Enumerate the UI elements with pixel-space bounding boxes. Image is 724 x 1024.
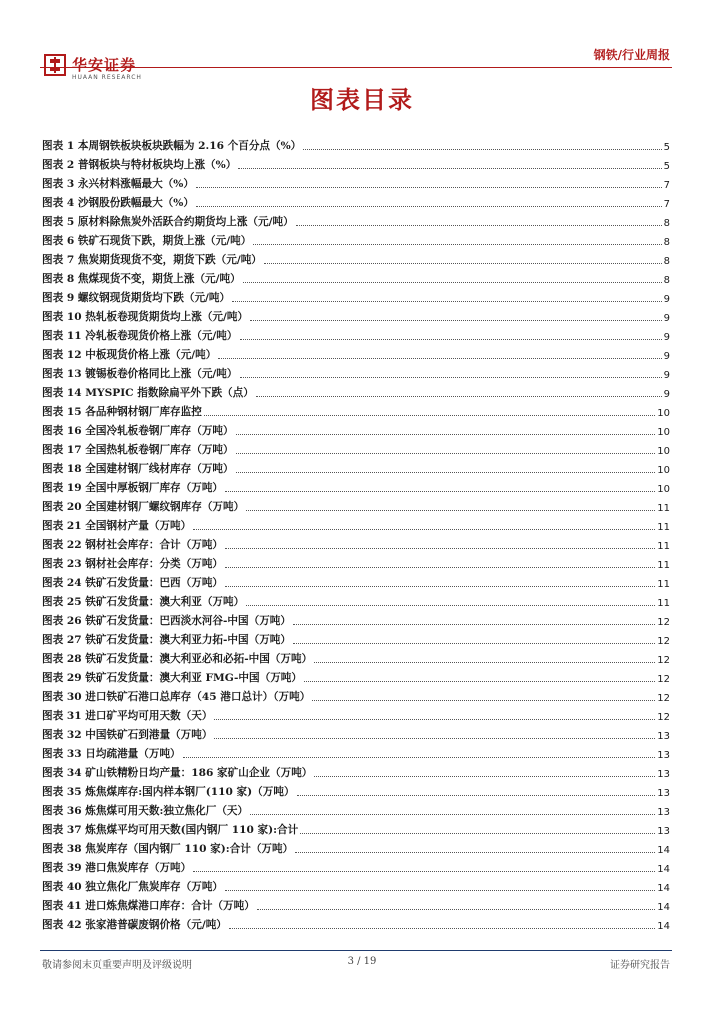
toc-leader-dots [225,567,655,568]
toc-entry-page[interactable]: 11 [657,541,670,552]
toc-entry[interactable] [42,248,670,267]
toc-entry-page[interactable]: 9 [663,313,670,324]
toc-entry[interactable] [42,514,670,533]
toc-leader-dots [238,168,661,169]
toc-leader-dots [204,415,655,416]
toc-entry-label[interactable]: 图表 38 焦炭库存（国内钢厂 110 家):合计（万吨） [42,843,294,855]
toc-entry-label[interactable]: 图表 22 钢材社会库存：合计（万吨） [42,539,224,551]
toc-entry[interactable] [42,191,670,210]
toc-leader-dots [196,187,662,188]
toc-entry-page[interactable]: 14 [657,902,670,913]
toc-entry[interactable] [42,837,670,856]
toc-entry[interactable] [42,761,670,780]
toc-entry[interactable] [42,571,670,590]
toc-entry-label[interactable]: 图表 28 铁矿石发货量：澳大利亚必和必拓-中国（万吨） [42,653,313,665]
report-type: 钢铁/行业周报 [593,48,670,62]
toc-entry-page[interactable]: 10 [657,484,670,495]
toc-leader-dots [296,225,662,226]
toc-entry-label[interactable]: 图表 34 矿山铁精粉日均产量：186 家矿山企业（万吨） [42,767,313,779]
toc-entry-page[interactable]: 9 [663,332,670,343]
toc-entry-label[interactable]: 图表 37 炼焦煤平均可用天数(国内钢厂 110 家):合计 [42,824,299,836]
toc-leader-dots [264,263,662,264]
toc-entry-page[interactable]: 12 [657,712,670,723]
toc-entry-page[interactable]: 13 [657,826,670,837]
footer-page-number: 3 / 19 [347,956,377,967]
toc-entry-page[interactable]: 5 [663,142,670,153]
toc-entry-label[interactable]: 图表 30 进口铁矿石港口总库存（45 港口总计）（万吨） [42,691,311,703]
toc-entry-page[interactable]: 13 [657,731,670,742]
toc-leader-dots [193,871,655,872]
toc-entry-page[interactable]: 10 [657,446,670,457]
toc-entry[interactable] [42,381,670,400]
toc-entry[interactable] [42,476,670,495]
toc-entry[interactable] [42,305,670,324]
toc-entry-page[interactable]: 10 [657,465,670,476]
toc-entry-label[interactable]: 图表 9 螺纹钢现货期货均下跌（元/吨） [42,292,231,304]
toc-entry-page[interactable]: 10 [657,427,670,438]
toc-entry[interactable] [42,628,670,647]
toc-leader-dots [293,643,655,644]
footer-disclaimer: 敬请参阅末页重要声明及评级说明 [42,960,192,971]
toc-entry[interactable] [42,134,670,153]
toc-leader-dots [257,909,655,910]
toc-entry[interactable] [42,913,670,932]
toc-entry[interactable] [42,533,670,552]
toc-entry-label[interactable]: 图表 1 本周钢铁板块板块跌幅为 2.16 个百分点（%） [42,140,302,152]
toc-leader-dots [250,814,655,815]
toc-entry-label[interactable]: 图表 20 全国建材钢厂螺纹钢库存（万吨） [42,501,245,513]
toc-entry[interactable] [42,780,670,799]
toc-entry-page[interactable]: 9 [663,294,670,305]
toc-entry[interactable] [42,324,670,343]
toc-leader-dots [225,548,655,549]
toc-leader-dots [225,890,655,891]
footer-report-label: 证券研究报告 [610,960,670,971]
toc-entry-label[interactable]: 图表 21 全国钢材产量（万吨） [42,520,192,532]
logo-mark-icon [44,54,66,76]
toc-entry-label[interactable]: 图表 4 沙钢股份跌幅最大（%） [42,197,194,209]
toc-leader-dots [314,776,655,777]
toc-leader-dots [297,795,656,796]
toc-leader-dots [225,586,655,587]
toc-entry-label[interactable]: 图表 14 MYSPIC 指数除扁平外下跌（点） [42,387,254,399]
toc-entry-label[interactable]: 图表 16 全国冷轧板卷钢厂库存（万吨） [42,425,234,437]
toc-entry-label[interactable]: 图表 23 钢材社会库存：分类（万吨） [42,558,224,570]
toc-entry[interactable] [42,495,670,514]
toc-entry[interactable] [42,609,670,628]
toc-entry[interactable] [42,362,670,381]
toc-entry-page[interactable]: 11 [657,522,670,533]
toc-entry-label[interactable]: 图表 3 永兴材料涨幅最大（%） [42,178,194,190]
toc-leader-dots [236,434,656,435]
toc-entry-page[interactable]: 8 [663,275,670,286]
toc-entry[interactable] [42,875,670,894]
toc-leader-dots [304,681,655,682]
toc-entry-label[interactable]: 图表 7 焦炭期货现货不变，期货下跌（元/吨） [42,254,262,266]
toc-entry[interactable] [42,286,670,305]
toc-entry-page[interactable]: 14 [657,845,670,856]
toc-leader-dots [214,719,655,720]
toc-entry-label[interactable]: 图表 32 中国铁矿石到港量（万吨） [42,729,213,741]
toc-entry-label[interactable]: 图表 5 原材料除焦炭外活跃合约期货均上涨（元/吨） [42,216,294,228]
page-header [40,40,676,84]
toc-entry[interactable] [42,419,670,438]
toc-leader-dots [236,453,656,454]
toc-entry-label[interactable]: 图表 2 普钢板块与特材板块均上涨（%） [42,159,237,171]
toc-entry[interactable] [42,400,670,419]
toc-entry[interactable] [42,894,670,913]
toc-entry-label[interactable]: 图表 26 铁矿石发货量：巴西淡水河谷-中国（万吨） [42,615,291,627]
toc-entry-page[interactable]: 13 [657,750,670,761]
toc-entry[interactable] [42,856,670,875]
toc-entry-page[interactable]: 14 [657,864,670,875]
toc-entry[interactable] [42,799,670,818]
toc-entry[interactable] [42,210,670,229]
toc-entry[interactable] [42,457,670,476]
toc-entry[interactable] [42,742,670,761]
toc-entry-page[interactable]: 10 [657,408,670,419]
toc-entry-page[interactable]: 14 [657,883,670,894]
toc-entry-page[interactable]: 13 [657,788,670,799]
toc-entry-page[interactable]: 11 [657,579,670,590]
toc-leader-dots [240,377,662,378]
toc-entry-page[interactable]: 7 [663,199,670,210]
page-title: 图表目录 [310,85,414,114]
toc-entry-page[interactable]: 9 [663,351,670,362]
toc-entry-page[interactable]: 5 [663,161,670,172]
toc-entry-label[interactable]: 图表 8 焦煤现货不变，期货上涨（元/吨） [42,273,241,285]
toc-entry[interactable] [42,172,670,191]
toc-leader-dots [193,529,655,530]
logo-chinese-name: 华安证券 [72,56,137,74]
toc-entry-label[interactable]: 图表 36 炼焦煤可用天数:独立焦化厂（天） [42,805,249,817]
toc-entry-label[interactable]: 图表 25 铁矿石发货量：澳大利亚（万吨） [42,596,245,608]
toc-entry-page[interactable]: 7 [663,180,670,191]
toc-entry-page[interactable]: 12 [657,693,670,704]
toc-entry-page[interactable]: 9 [663,370,670,381]
toc-entry-label[interactable]: 图表 24 铁矿石发货量：巴西（万吨） [42,577,224,589]
toc-entry-page[interactable]: 8 [663,218,670,229]
toc-entry-page[interactable]: 8 [663,237,670,248]
toc-entry-page[interactable]: 13 [657,769,670,780]
toc-leader-dots [314,662,655,663]
header-divider [40,67,672,68]
toc-leader-dots [240,339,662,340]
toc-entry-page[interactable]: 12 [657,655,670,666]
toc-entry-label[interactable]: 图表 33 日均疏港量（万吨） [42,748,181,760]
toc-leader-dots [232,301,662,302]
toc-leader-dots [293,624,655,625]
toc-entry-page[interactable]: 13 [657,807,670,818]
toc-entry-page[interactable]: 12 [657,636,670,647]
toc-entry[interactable] [42,666,670,685]
toc-entry-label[interactable]: 图表 39 港口焦炭库存（万吨） [42,862,192,874]
toc-entry-label[interactable]: 图表 27 铁矿石发货量：澳大利亚力拓-中国（万吨） [42,634,291,646]
toc-entry-label[interactable]: 图表 40 独立焦化厂焦炭库存（万吨） [42,881,224,893]
toc-entry-page[interactable]: 11 [657,503,670,514]
toc-entry-label[interactable]: 图表 10 热轧板卷现货期货均上涨（元/吨） [42,311,249,323]
toc-entry-page[interactable]: 8 [663,256,670,267]
toc-leader-dots [183,757,656,758]
toc-entry[interactable] [42,590,670,609]
toc-entry-page[interactable]: 11 [657,598,670,609]
toc-entry-label[interactable]: 图表 35 炼焦煤库存:国内样本钢厂(110 家)（万吨） [42,786,295,798]
toc-entry-label[interactable]: 图表 18 全国建材钢厂线材库存（万吨） [42,463,234,475]
toc-entry[interactable] [42,229,670,248]
toc-entry-label[interactable]: 图表 41 进口炼焦煤港口库存：合计（万吨） [42,900,255,912]
toc-entry-label[interactable]: 图表 42 张家港普碳废钢价格（元/吨） [42,919,227,931]
toc-entry-label[interactable]: 图表 19 全国中厚板钢厂库存（万吨） [42,482,224,494]
toc-leader-dots [250,320,662,321]
footer-divider [40,950,672,951]
toc-leader-dots [236,472,656,473]
toc-leader-dots [256,396,662,397]
toc-leader-dots [214,738,655,739]
toc-leader-dots [312,700,655,701]
toc-entry-page[interactable]: 12 [657,674,670,685]
toc-entry[interactable] [42,153,670,172]
toc-leader-dots [229,928,655,929]
toc-entry[interactable] [42,818,670,837]
toc-entry-label[interactable]: 图表 12 中板现货价格上涨（元/吨） [42,349,217,361]
toc-entry[interactable] [42,685,670,704]
toc-leader-dots [253,244,661,245]
toc-leader-dots [303,149,661,150]
toc-entry-page[interactable]: 12 [657,617,670,628]
toc-entry-label[interactable]: 图表 17 全国热轧板卷钢厂库存（万吨） [42,444,234,456]
toc-leader-dots [246,510,655,511]
toc-entry-label[interactable]: 图表 15 各品种钢材钢厂库存监控 [42,406,202,418]
toc-entry[interactable] [42,343,670,362]
toc-entry[interactable] [42,438,670,457]
toc-entry-label[interactable]: 图表 13 镀锡板卷价格同比上涨（元/吨） [42,368,238,380]
toc-entry-page[interactable]: 14 [657,921,670,932]
toc-entry-page[interactable]: 9 [663,389,670,400]
toc-leader-dots [300,833,655,834]
toc-leader-dots [295,852,655,853]
logo-english-name: HUAAN RESEARCH [72,74,142,81]
table-of-figures [42,134,670,932]
toc-leader-dots [218,358,661,359]
toc-entry[interactable] [42,267,670,286]
toc-entry[interactable] [42,552,670,571]
toc-entry-label[interactable]: 图表 6 铁矿石现货下跌，期货上涨（元/吨） [42,235,252,247]
toc-entry[interactable] [42,647,670,666]
toc-entry-label[interactable]: 图表 29 铁矿石发货量：澳大利亚 FMG-中国（万吨） [42,672,302,684]
toc-entry[interactable] [42,704,670,723]
toc-leader-dots [246,605,655,606]
toc-entry-page[interactable]: 11 [657,560,670,571]
toc-entry-label[interactable]: 图表 11 冷轧板卷现货价格上涨（元/吨） [42,330,238,342]
toc-leader-dots [196,206,662,207]
toc-leader-dots [243,282,662,283]
toc-entry-label[interactable]: 图表 31 进口矿平均可用天数（天） [42,710,213,722]
toc-entry[interactable] [42,723,670,742]
toc-leader-dots [225,491,655,492]
